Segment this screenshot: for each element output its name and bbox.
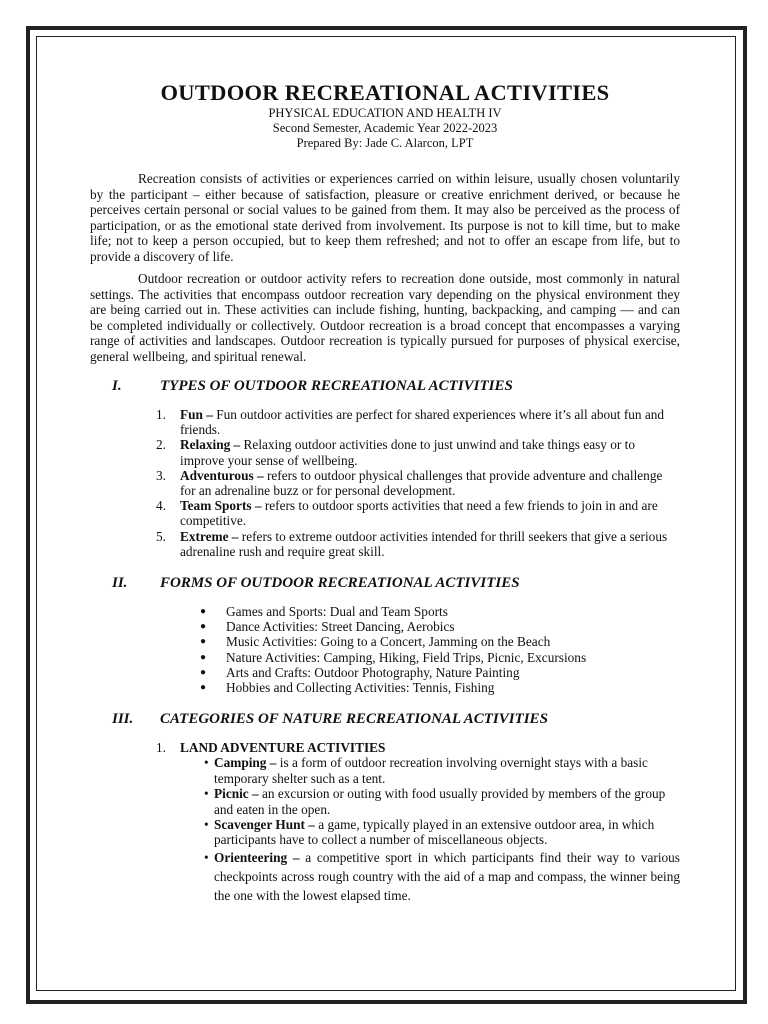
item-text: Dance Activities: Street Dancing, Aerobics bbox=[226, 619, 455, 635]
category-heading bbox=[156, 740, 680, 755]
item-text: Arts and Crafts: Outdoor Photography, Nature Painting bbox=[226, 664, 520, 680]
intro-paragraph-2: Outdoor recreation or outdoor activity refers to recreation done outside, most commonly in natural settings. The activities that encompass outdoor recreation vary depending on the physical environment they are being carried out in. These activities can include fishing, hunting, backpacking, and camping — and can be completed individually or collectively. Outdoor recreation is a broad concept that encompasses a varying range of activities and landscapes. Outdoor recreation is typically pursued for purposes of physical exercise, general wellbeing, and spiritual renewal. bbox=[90, 271, 680, 364]
list-item bbox=[190, 755, 680, 786]
item-description: is a form of outdoor recreation involving overnight stays with a basic temporary shelter such as a tent. bbox=[214, 755, 648, 786]
bullet-icon: • bbox=[204, 849, 209, 865]
types-list bbox=[90, 407, 680, 559]
bullet-icon: ● bbox=[200, 651, 207, 663]
list-item bbox=[200, 650, 680, 665]
item-description: refers to outdoor sports activities that need a few friends to join in and are competitive. bbox=[180, 498, 658, 529]
item-text: Hobbies and Collecting Activities: Tennis, Fishing bbox=[226, 680, 495, 696]
section-3-number: III. bbox=[112, 711, 134, 728]
list-item bbox=[156, 468, 680, 498]
list-item bbox=[190, 817, 680, 848]
list-item bbox=[200, 680, 680, 695]
list-item bbox=[200, 619, 680, 634]
section-2-title: FORMS OF OUTDOOR RECREATIONAL ACTIVITIES bbox=[160, 575, 520, 592]
course-name: PHYSICAL EDUCATION AND HEALTH IV bbox=[268, 106, 502, 120]
bullet-icon: ● bbox=[200, 606, 207, 618]
item-number: 3. bbox=[156, 467, 166, 483]
item-text: Games and Sports: Dual and Team Sports bbox=[226, 604, 448, 620]
item-term: Relaxing – bbox=[180, 437, 241, 453]
item-text: Nature Activities: Camping, Hiking, Field Trips, Picnic, Excursions bbox=[226, 649, 587, 665]
land-activities-list bbox=[90, 755, 680, 904]
list-item bbox=[156, 437, 680, 467]
list-item bbox=[156, 407, 680, 437]
item-term: Fun – bbox=[180, 407, 213, 422]
section-2-number: II. bbox=[112, 575, 128, 592]
item-description: an excursion or outing with food usually provided by members of the group and eaten in the open. bbox=[214, 786, 666, 817]
item-term: Picnic – bbox=[214, 786, 259, 802]
intro-paragraph-1: Recreation consists of activities or experiences carried on within leisure, usually chosen voluntarily by the participant – either because of satisfaction, pleasure or creative enrichment derived, or because he perceives certain personal or social values to be gained from them. It may also be perceived as the process of participation, or as the emotional state derived from involvement. Its purpose is not to kill time, but to make life; not to keep a person occupied, but to keep them refreshed; and not to offer an escape from life, but to provide a discovery of life. bbox=[90, 171, 680, 264]
item-number: 1. bbox=[156, 407, 166, 422]
bullet-icon: • bbox=[204, 755, 209, 771]
item-description: refers to outdoor physical challenges that provide adventure and challenge for an adrenaline buzz or for personal development. bbox=[180, 467, 663, 499]
category-title: LAND ADVENTURE ACTIVITIES bbox=[180, 740, 386, 756]
semester-line: Second Semester, Academic Year 2022-2023 bbox=[272, 121, 498, 135]
list-item bbox=[200, 604, 680, 619]
item-description: refers to extreme outdoor activities intended for thrill seekers that give a serious adrenaline rush and require great skill. bbox=[180, 528, 668, 559]
document-title: OUTDOOR RECREATIONAL ACTIVITIES bbox=[160, 80, 610, 105]
item-term: Camping – bbox=[214, 755, 277, 771]
list-item bbox=[200, 665, 680, 680]
bullet-icon: ● bbox=[200, 682, 207, 694]
bullet-icon: • bbox=[204, 817, 209, 833]
bullet-icon: ● bbox=[200, 636, 207, 648]
section-3-heading bbox=[90, 710, 680, 728]
section-1-number: I. bbox=[112, 378, 122, 394]
section-1-title: TYPES OF OUTDOOR RECREATIONAL ACTIVITIES bbox=[160, 378, 513, 394]
item-number: 2. bbox=[156, 437, 166, 453]
category-number: 1. bbox=[156, 740, 166, 756]
section-3-title: CATEGORIES OF NATURE RECREATIONAL ACTIVITIES bbox=[160, 711, 548, 728]
list-item bbox=[190, 786, 680, 817]
item-text: Music Activities: Going to a Concert, Jamming on the Beach bbox=[226, 634, 551, 650]
item-term: Extreme – bbox=[180, 528, 239, 544]
bullet-icon: • bbox=[204, 786, 209, 802]
item-description: Relaxing outdoor activities done to just unwind and take things easy or to improve your sense of wellbeing. bbox=[180, 437, 635, 468]
section-2-heading bbox=[90, 574, 680, 592]
list-item bbox=[200, 634, 680, 649]
item-description: a game, typically played in an extensive outdoor area, in which participants have to collect a number of miscellaneous objects. bbox=[214, 817, 655, 848]
item-term: Orienteering – bbox=[214, 849, 300, 865]
author-line: Prepared By: Jade C. Alarcon, LPT bbox=[296, 136, 474, 150]
item-description: a competitive sport in which participants find their way to various checkpoints across rough country with the aid of a map and compass, the winner being the one with the lowest elapsed time. bbox=[214, 849, 680, 903]
item-number: 5. bbox=[156, 528, 166, 544]
bullet-icon: ● bbox=[200, 621, 207, 633]
item-term: Adventurous – bbox=[180, 467, 264, 483]
item-description: Fun outdoor activities are perfect for shared experiences where it’s all about fun and friends. bbox=[180, 407, 665, 438]
bullet-icon: ● bbox=[200, 666, 207, 678]
forms-list bbox=[90, 604, 680, 695]
list-item bbox=[190, 848, 680, 905]
list-item bbox=[156, 498, 680, 528]
item-number: 4. bbox=[156, 498, 166, 514]
item-term: Team Sports – bbox=[180, 498, 262, 514]
item-term: Scavenger Hunt – bbox=[214, 817, 315, 833]
document-content bbox=[90, 80, 680, 905]
list-item bbox=[156, 529, 680, 559]
section-1-heading bbox=[90, 377, 680, 395]
